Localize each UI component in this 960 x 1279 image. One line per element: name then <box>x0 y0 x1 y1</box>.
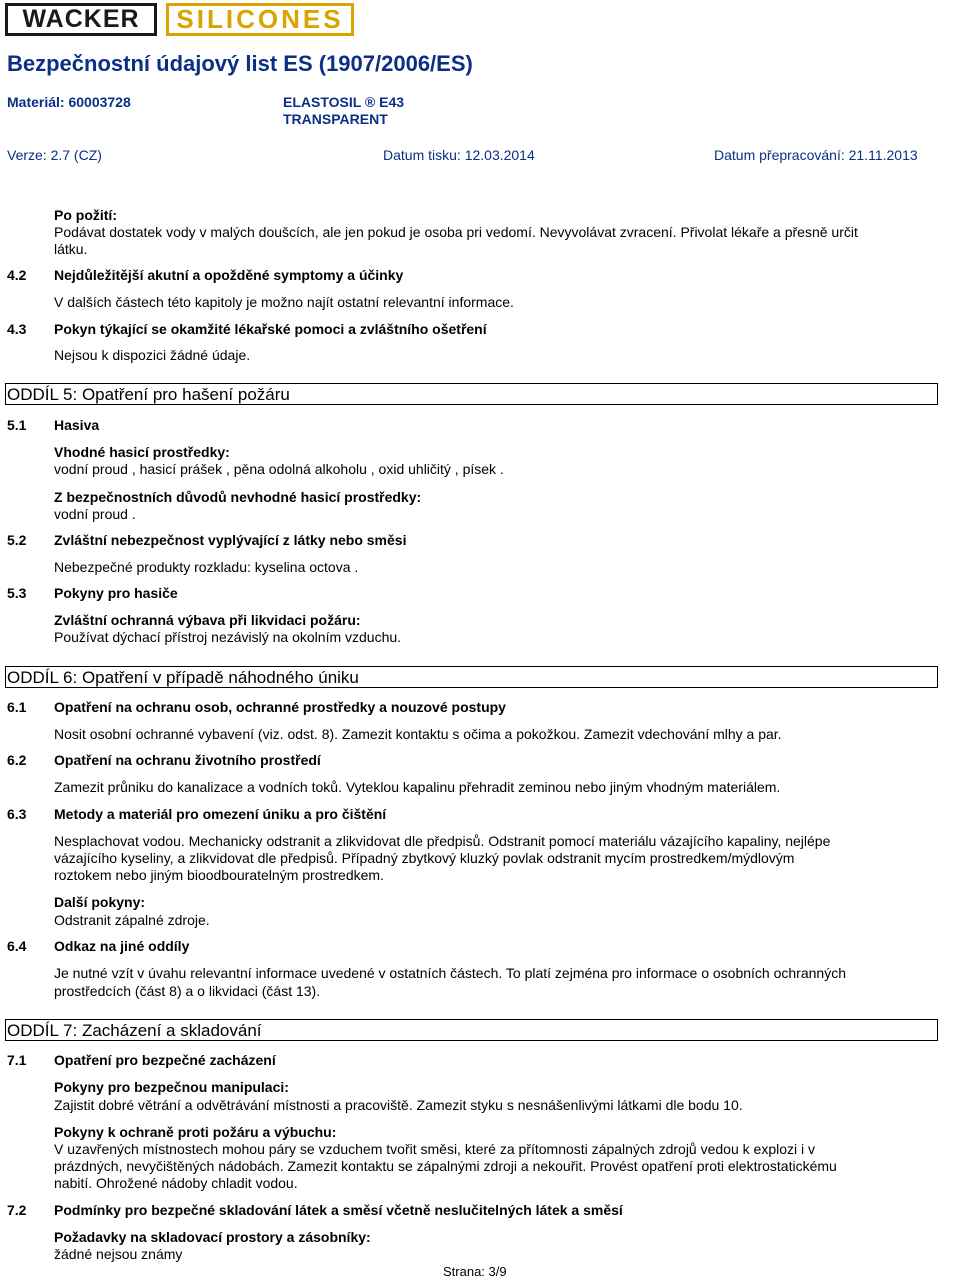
subsection-text-6-4-line2: prostředcích (část 8) a o likvidaci (část 13). <box>54 983 321 999</box>
product-name-line2: TRANSPARENT <box>283 111 388 127</box>
subsection-heading-6-4: Odkaz na jiné oddíly <box>54 938 190 954</box>
section-6-title: ODDÍL 6: Opatření v případě náhodného úniku <box>7 668 359 687</box>
section-7-title: ODDÍL 7: Zacházení a skladování <box>7 1021 262 1040</box>
subsection-number-6-2: 6.2 <box>7 752 27 768</box>
subsection-number-7-2: 7.2 <box>7 1202 27 1218</box>
subsection-heading-5-3: Pokyny pro hasiče <box>54 585 178 601</box>
fire-protection-text-line2: prázdných, nevyčištěných nádobách. Zamezit kontaktu se zápalnými zdroji a nekouřit. Provést opatření proti elektrostatickému <box>54 1158 837 1174</box>
subsection-text-6-4-line1: Je nutné vzít v úvahu relevantní informace uvedené v ostatních částech. To platí zejména pro informace o osobních ochranných <box>54 965 846 981</box>
storage-requirements-text: žádné nejsou známy <box>54 1246 183 1262</box>
safe-handling-text: Zajistit dobré větrání a odvětrávání místnosti a pracoviště. Zamezit styku s nesnášenlivými látkami dle bodu 10. <box>54 1097 743 1113</box>
product-name-line1: ELASTOSIL ® E43 <box>283 94 405 110</box>
storage-requirements-heading: Požadavky na skladovací prostory a zásobníky: <box>54 1229 371 1245</box>
subsection-number-4-3: 4.3 <box>7 321 27 337</box>
wacker-logo-text: WACKER <box>22 5 140 33</box>
suitable-media-text: vodní proud , hasicí prášek , pěna odolná alkoholu , oxid uhličitý , písek . <box>54 461 504 477</box>
subsection-text-5-2: Nebezpečné produkty rozkladu: kyselina octova . <box>54 559 359 575</box>
subsection-text-6-1: Nosit osobní ochranné vybavení (viz. odst. 8). Zamezit kontaktu s očima a pokožkou. Zamezit vdechování mlhy a par. <box>54 726 782 742</box>
version: Verze: 2.7 (CZ) <box>7 147 102 163</box>
subsection-number-6-1: 6.1 <box>7 699 27 715</box>
silicones-logo-text: SILICONES <box>176 4 344 34</box>
subsection-number-6-3: 6.3 <box>7 806 27 822</box>
subsection-heading-5-1: Hasiva <box>54 417 100 433</box>
safe-handling-heading: Pokyny pro bezpečnou manipulaci: <box>54 1079 289 1095</box>
subsection-number-7-1: 7.1 <box>7 1052 27 1068</box>
unsuitable-media-text: vodní proud . <box>54 506 136 522</box>
subsection-text-6-3-line2: vázajícího kyseliny, a zlikvidovat dle předpisů. Případný zbytkový kluzký povlak odstranit mycím prostredkem/mýdlovým <box>54 850 795 866</box>
fire-protection-text-line3: nabití. Ohrožené nádoby chladit vodou. <box>54 1175 298 1191</box>
protective-equipment-heading: Zvláštní ochranná výbava při likvidaci požáru: <box>54 612 361 628</box>
subsection-heading-4-2: Nejdůležitější akutní a opožděné symptomy a účinky <box>54 267 404 283</box>
subsection-heading-7-2: Podmínky pro bezpečné skladování látek a směsí včetně neslučitelných látek a směsí <box>54 1202 623 1218</box>
section-5-title: ODDÍL 5: Opatření pro hašení požáru <box>7 385 290 404</box>
swallow-text-line2: látku. <box>54 241 88 257</box>
further-info-text: Odstranit zápalné zdroje. <box>54 912 210 928</box>
subsection-heading-5-2: Zvláštní nebezpečnost vyplývající z látky nebo směsi <box>54 532 407 548</box>
subsection-heading-7-1: Opatření pro bezpečné zacházení <box>54 1052 276 1068</box>
subsection-text-6-3-line3: roztokem nebo jiným bioodbouratelným prostredkem. <box>54 867 384 883</box>
swallow-text-line1: Podávat dostatek vody v malých doušcích, ale jen pokud je osoba pri vedomí. Nevyvolávat zvracení. Přivolat lékaře a přesně určit <box>54 224 858 240</box>
page-number: Strana: 3/9 <box>443 1264 507 1279</box>
material-number: Materiál: 60003728 <box>7 94 131 110</box>
subsection-number-5-1: 5.1 <box>7 417 27 433</box>
section-6-header <box>5 666 938 688</box>
fire-protection-text-line1: V uzavřených místnostech mohou páry se vzduchem tvořit směsi, které za přítomnosti zápalných zdrojů vedou k explozi i v <box>54 1141 816 1157</box>
silicones-logo <box>166 3 354 36</box>
revision-date: Datum přepracování: 21.11.2013 <box>714 147 918 163</box>
document-title: Bezpečnostní údajový list ES (1907/2006/ES) <box>7 51 473 76</box>
subsection-heading-6-2: Opatření na ochranu životního prostředí <box>54 752 321 768</box>
suitable-media-heading: Vhodné hasicí prostředky: <box>54 444 230 460</box>
subsection-number-5-2: 5.2 <box>7 532 27 548</box>
subsection-text-6-2: Zamezit průniku do kanalizace a vodních toků. Vyteklou kapalinu přehradit zeminou nebo jiným vhodným materiálem. <box>54 779 781 795</box>
protective-equipment-text: Používat dýchací přístroj nezávislý na okolním vzduchu. <box>54 629 402 645</box>
section-5-header <box>5 383 938 405</box>
subsection-text-4-2: V dalších částech této kapitoly je možno najít ostatní relevantní informace. <box>54 294 514 310</box>
unsuitable-media-heading: Z bezpečnostních důvodů nevhodné hasicí prostředky: <box>54 489 422 505</box>
subsection-text-6-3-line1: Nesplachovat vodou. Mechanicky odstranit a zlikvidovat dle předpisů. Odstranit pomocí materiálu vázajícího kapaliny, nejlépe <box>54 833 831 849</box>
swallow-heading: Po požití: <box>54 207 117 223</box>
subsection-heading-6-1: Opatření na ochranu osob, ochranné prostředky a nouzové postupy <box>54 699 506 715</box>
subsection-number-4-2: 4.2 <box>7 267 27 283</box>
section-7-header <box>5 1019 938 1041</box>
wacker-logo <box>5 3 157 36</box>
subsection-number-6-4: 6.4 <box>7 938 27 954</box>
further-info-heading: Další pokyny: <box>54 894 146 910</box>
fire-protection-heading: Pokyny k ochraně proti požáru a výbuchu: <box>54 1124 337 1140</box>
subsection-number-5-3: 5.3 <box>7 585 27 601</box>
print-date: Datum tisku: 12.03.2014 <box>383 147 535 163</box>
subsection-heading-6-3: Metody a materiál pro omezení úniku a pro čištění <box>54 806 387 822</box>
subsection-heading-4-3: Pokyn týkající se okamžité lékařské pomoci a zvláštního ošetření <box>54 321 487 337</box>
subsection-text-4-3: Nejsou k dispozici žádné údaje. <box>54 347 251 363</box>
